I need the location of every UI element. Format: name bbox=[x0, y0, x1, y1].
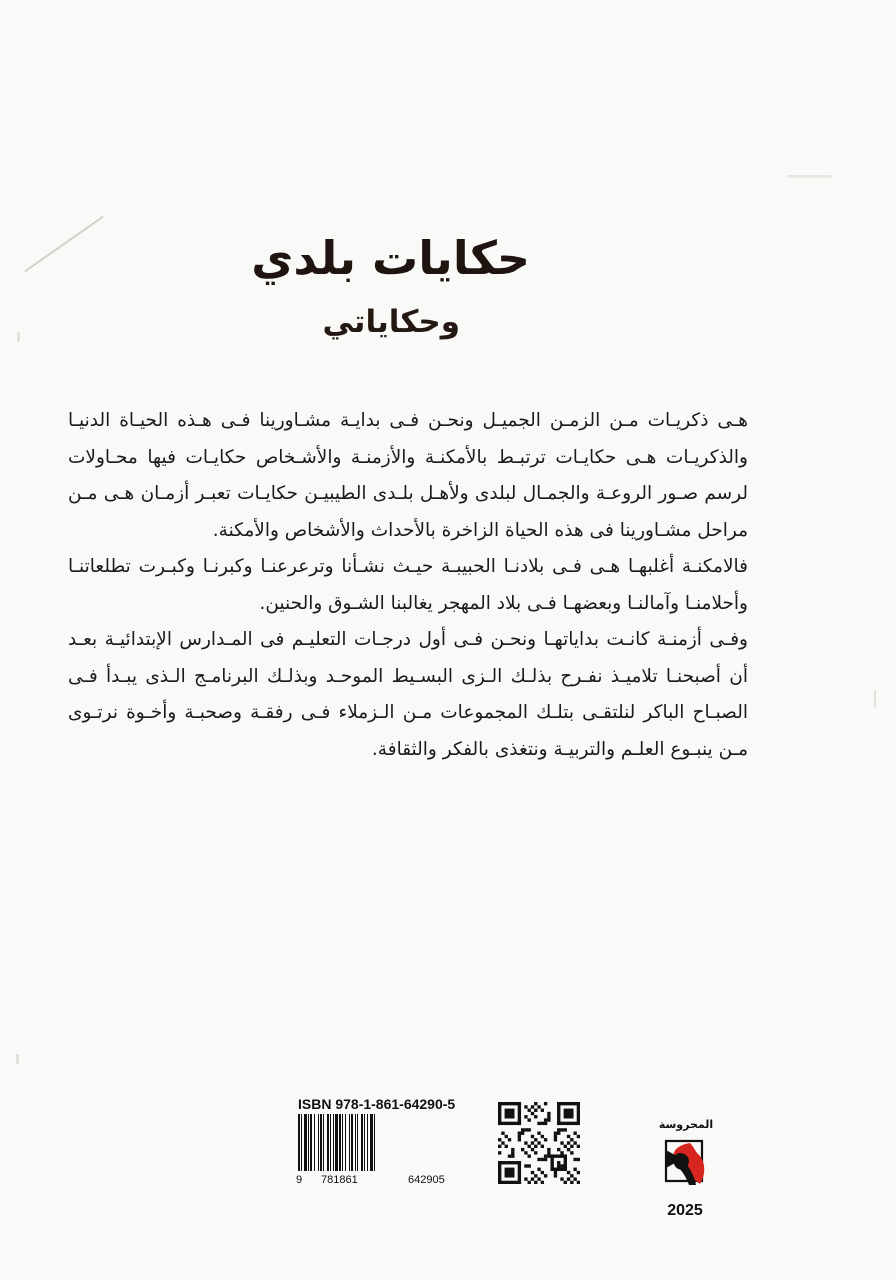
qr-module bbox=[547, 1112, 550, 1115]
barcode-bar bbox=[339, 1114, 341, 1172]
qr-module bbox=[573, 1158, 576, 1161]
qr-module bbox=[560, 1164, 563, 1167]
qr-module bbox=[498, 1181, 521, 1184]
barcode-bar bbox=[342, 1114, 343, 1172]
barcode-bar bbox=[333, 1114, 334, 1172]
qr-module bbox=[554, 1132, 557, 1135]
qr-module bbox=[544, 1158, 547, 1161]
qr-module bbox=[573, 1168, 576, 1171]
qr-module bbox=[518, 1102, 521, 1125]
qr-module bbox=[518, 1132, 521, 1135]
qr-module bbox=[511, 1151, 514, 1154]
paper-mark bbox=[24, 216, 104, 273]
barcode-bar bbox=[349, 1114, 350, 1172]
qr-module bbox=[534, 1102, 537, 1105]
qr-module bbox=[528, 1109, 531, 1112]
barcode-bar bbox=[361, 1114, 363, 1172]
qr-module bbox=[567, 1177, 570, 1180]
barcode-bar bbox=[318, 1114, 319, 1172]
qr-module bbox=[528, 1128, 531, 1131]
qr-module bbox=[560, 1141, 563, 1144]
qr-module bbox=[570, 1145, 573, 1148]
qr-module bbox=[518, 1135, 521, 1138]
qr-module bbox=[564, 1181, 567, 1184]
barcode-bar bbox=[330, 1114, 331, 1172]
qr-module bbox=[534, 1145, 537, 1148]
qr-module bbox=[505, 1135, 508, 1138]
barcode-bar bbox=[364, 1114, 365, 1172]
qr-module bbox=[544, 1122, 547, 1125]
barcode-bar bbox=[304, 1114, 307, 1172]
qr-module bbox=[567, 1171, 570, 1174]
qr-module bbox=[537, 1158, 540, 1161]
qr-module bbox=[498, 1151, 501, 1154]
qr-module bbox=[573, 1132, 576, 1135]
qr-module bbox=[577, 1158, 580, 1161]
qr-module bbox=[534, 1174, 537, 1177]
qr-module bbox=[531, 1112, 534, 1115]
qr-module bbox=[560, 1151, 563, 1154]
barcode-bar bbox=[351, 1114, 353, 1172]
barcode-right-digits: 642905 bbox=[408, 1174, 445, 1186]
qr-module bbox=[531, 1105, 534, 1108]
qr-module bbox=[544, 1102, 547, 1105]
qr-module bbox=[577, 1135, 580, 1138]
qr-module bbox=[570, 1151, 573, 1154]
barcode-bar bbox=[335, 1114, 338, 1172]
qr-module bbox=[550, 1154, 553, 1171]
qr-module bbox=[498, 1102, 521, 1105]
qr-module bbox=[528, 1118, 531, 1121]
qr-module bbox=[521, 1128, 524, 1131]
qr-module bbox=[498, 1161, 501, 1184]
isbn-text: ISBN 978-1-861-64290-5 bbox=[298, 1096, 456, 1112]
qr-module bbox=[528, 1164, 531, 1167]
qr-module bbox=[547, 1151, 550, 1154]
qr-module bbox=[524, 1115, 527, 1118]
barcode-bar bbox=[314, 1114, 315, 1172]
qr-module bbox=[498, 1161, 521, 1164]
qr-module bbox=[577, 1181, 580, 1184]
qr-module bbox=[567, 1148, 570, 1151]
qr-module bbox=[544, 1174, 547, 1177]
book-title: حكايات بلدي bbox=[251, 231, 530, 285]
qr-module bbox=[554, 1135, 557, 1138]
qr-module bbox=[528, 1181, 531, 1184]
qr-module bbox=[534, 1181, 537, 1184]
qr-module bbox=[547, 1148, 550, 1151]
publisher-name: المحروسة bbox=[658, 1118, 714, 1131]
barcode-bar bbox=[323, 1114, 324, 1172]
qr-module bbox=[573, 1141, 576, 1144]
qr-module bbox=[498, 1145, 501, 1148]
qr-module bbox=[524, 1177, 527, 1180]
qr-module bbox=[547, 1154, 550, 1157]
qr-module bbox=[557, 1132, 560, 1135]
qr-module bbox=[501, 1132, 504, 1135]
qr-module bbox=[534, 1109, 537, 1112]
qr-module bbox=[573, 1177, 576, 1180]
qr-module bbox=[554, 1171, 557, 1174]
qr-module bbox=[564, 1154, 567, 1171]
qr-module bbox=[498, 1102, 501, 1125]
barcode-digits bbox=[296, 1171, 474, 1189]
blurb-paragraph: فالامكنـة أغلبهـا هـى فـى بلادنـا الحبيبـة حيـث نشـأنا وترعرعنـا وكبرنـا وكبـرت تطلعاتنـا وأحلامنـا وآمالنـا وبعضهـا فـى بلاد المهجر يغالبنا الشـوق والحنين. bbox=[68, 556, 748, 614]
qr-module bbox=[498, 1138, 501, 1141]
qr-module bbox=[537, 1168, 540, 1171]
qr-module bbox=[531, 1177, 534, 1180]
qr-module bbox=[544, 1118, 547, 1121]
qr-module bbox=[531, 1135, 534, 1138]
qr-module bbox=[528, 1154, 531, 1157]
qr-module bbox=[524, 1164, 527, 1167]
qr-module bbox=[537, 1132, 540, 1135]
qr-module bbox=[570, 1181, 573, 1184]
qr-module bbox=[570, 1174, 573, 1177]
barcode-bar bbox=[320, 1114, 322, 1172]
paper-mark bbox=[787, 175, 832, 178]
qr-module bbox=[557, 1102, 580, 1105]
barcode-bar bbox=[310, 1114, 312, 1172]
qr-module bbox=[567, 1141, 570, 1144]
qr-module bbox=[531, 1148, 534, 1151]
book-subtitle: وحكاياتي bbox=[322, 304, 460, 340]
barcode-bar bbox=[308, 1114, 309, 1172]
qr-module bbox=[508, 1154, 511, 1157]
qr-module bbox=[537, 1122, 540, 1125]
qr-module bbox=[524, 1151, 527, 1154]
paper-mark bbox=[17, 332, 20, 342]
qr-module bbox=[505, 1168, 515, 1178]
qr-module bbox=[534, 1115, 537, 1118]
qr-module bbox=[557, 1102, 560, 1125]
blurb-paragraph: وفـى أزمنـة كانـت بداياتهـا ونحـن فـى أول درجـات التعليـم فى المـدارس الإبتدائيـة بعـد أن أصبحنـا تلاميـذ نفـرح بذلـك الـزى البسـيط الموحـد وبذلـك البرنامـج الـذى يبـدأ فـى الصبـاح الباكر لنلتقـى بتلـك المجموعات مـن الـزملاء فـى رفقـة وصحبـة وأخـوة نرتـوى مـن ينبـوع العلـم والتربيـة ونتغذى بالفكر والثقافة. bbox=[68, 629, 748, 760]
qr-module bbox=[534, 1151, 537, 1154]
qr-module bbox=[508, 1138, 511, 1141]
qr-module bbox=[567, 1135, 570, 1138]
qr-module bbox=[560, 1177, 563, 1180]
qr-module bbox=[521, 1148, 524, 1151]
qr-code bbox=[498, 1102, 580, 1184]
paper-mark bbox=[16, 1054, 19, 1064]
qr-module bbox=[531, 1171, 534, 1174]
qr-module bbox=[528, 1145, 531, 1148]
qr-module bbox=[537, 1177, 540, 1180]
qr-module bbox=[554, 1138, 557, 1141]
qr-module bbox=[518, 1138, 521, 1141]
qr-module bbox=[524, 1105, 527, 1108]
blurb-paragraph: هـى ذكريـات مـن الزمـن الجميـل ونحـن فـى بدايـة مشـاورينا فـى هـذه الحيـاة الدنيـا والذكريـات هـى حكايـات ترتبـط بالأمكنـة والأزمنـة والأشـخاص حكايـات فيها محـاولات لرسم صـور الروعـة والجمـال لبلدى ولأهـل بلـدى الطيبيـن حكايـات تعبـر أزمـان هـى مـن مراحل مشـاورينا فى هذه الحياة الزاخرة بالأحداث والأشخاص والأمكنة. bbox=[68, 410, 748, 541]
qr-module bbox=[564, 1109, 574, 1119]
qr-module bbox=[518, 1161, 521, 1184]
qr-module bbox=[534, 1138, 537, 1141]
qr-module bbox=[547, 1115, 550, 1118]
qr-module bbox=[521, 1132, 524, 1135]
barcode-lead-digit: 9 bbox=[296, 1174, 303, 1186]
qr-module bbox=[524, 1141, 527, 1144]
qr-module bbox=[531, 1141, 534, 1144]
publication-year: 2025 bbox=[667, 1202, 703, 1219]
qr-module bbox=[557, 1128, 560, 1131]
qr-module bbox=[547, 1118, 550, 1121]
qr-module bbox=[544, 1154, 547, 1157]
barcode-bar bbox=[355, 1114, 356, 1172]
qr-module bbox=[505, 1109, 515, 1119]
qr-module bbox=[501, 1141, 504, 1144]
qr-module bbox=[505, 1145, 508, 1148]
qr-module bbox=[541, 1135, 544, 1138]
barcode-bar bbox=[374, 1114, 375, 1172]
qr-module bbox=[554, 1174, 557, 1177]
qr-module bbox=[564, 1128, 567, 1131]
barcode-bar bbox=[327, 1114, 329, 1172]
qr-module bbox=[544, 1138, 547, 1141]
qr-module bbox=[570, 1138, 573, 1141]
qr-module bbox=[511, 1154, 514, 1157]
qr-module bbox=[577, 1102, 580, 1125]
back-cover-blurb bbox=[68, 403, 748, 768]
qr-module bbox=[557, 1161, 560, 1164]
qr-module bbox=[498, 1122, 521, 1125]
qr-module bbox=[541, 1171, 544, 1174]
qr-module bbox=[557, 1122, 580, 1125]
qr-module bbox=[557, 1148, 560, 1151]
barcode-bar bbox=[370, 1114, 373, 1172]
qr-module bbox=[541, 1145, 544, 1148]
qr-module bbox=[564, 1145, 567, 1148]
qr-module bbox=[577, 1171, 580, 1174]
barcode-bar bbox=[345, 1114, 346, 1172]
qr-module bbox=[577, 1145, 580, 1148]
qr-module bbox=[524, 1128, 527, 1131]
paper-mark bbox=[874, 690, 876, 708]
qr-module bbox=[537, 1105, 540, 1108]
qr-module bbox=[560, 1128, 563, 1131]
qr-module bbox=[541, 1122, 544, 1125]
qr-module bbox=[541, 1181, 544, 1184]
qr-module bbox=[511, 1148, 514, 1151]
qr-module bbox=[557, 1164, 560, 1167]
qr-module bbox=[541, 1158, 544, 1161]
barcode-bar bbox=[357, 1114, 358, 1172]
qr-module bbox=[537, 1141, 540, 1144]
barcode-left-digits: 781861 bbox=[321, 1174, 358, 1186]
qr-module bbox=[541, 1109, 544, 1112]
barcode-bar bbox=[367, 1114, 368, 1172]
